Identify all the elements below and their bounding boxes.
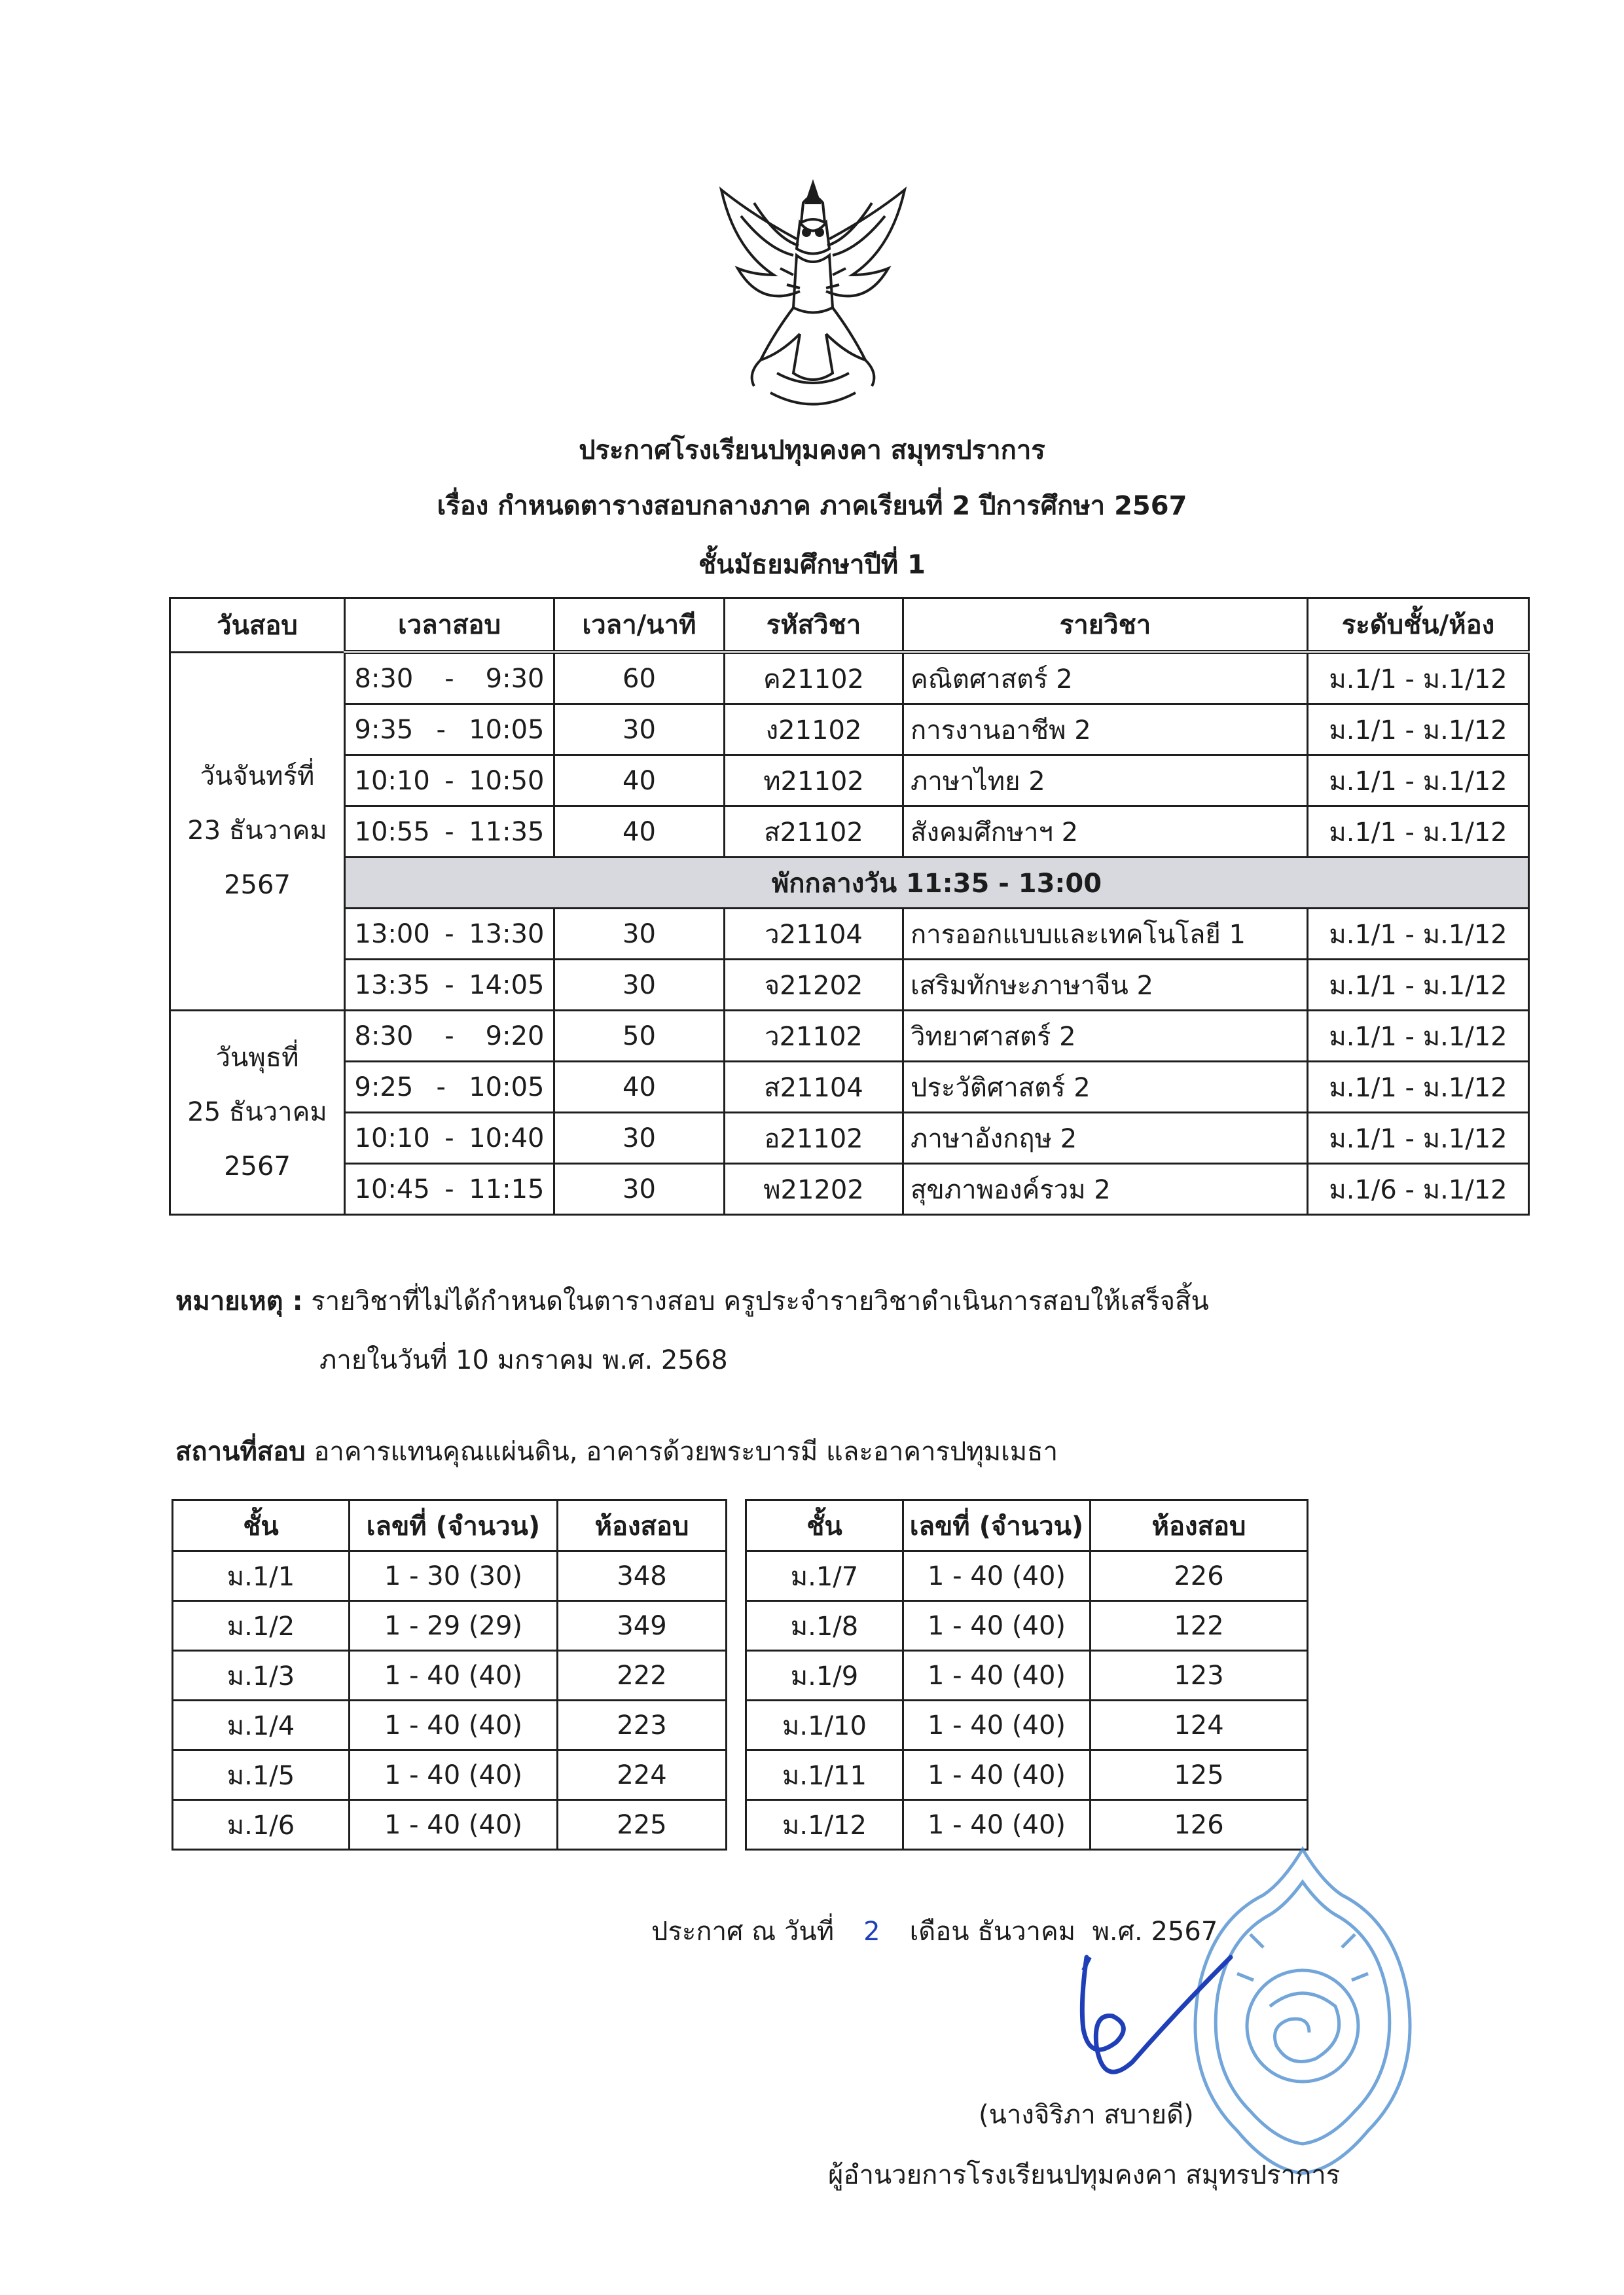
room-table-right (745, 1499, 1308, 1851)
table-row (170, 1113, 1529, 1164)
col-header-exam-date: วันสอบ (170, 598, 345, 653)
minutes-cell: 40 (554, 806, 725, 858)
table-row (170, 1062, 1529, 1113)
class-cell: ม.1/11 (746, 1750, 903, 1800)
room-cell: 125 (1091, 1750, 1308, 1800)
time-cell: 13:00 - 13:30 (345, 909, 554, 960)
numbers-cell: 1 - 40 (40) (350, 1651, 558, 1701)
numbers-cell: 1 - 40 (40) (903, 1651, 1091, 1701)
minutes-cell: 30 (554, 909, 725, 960)
class-cell: ม.1/7 (746, 1551, 903, 1601)
numbers-cell: 1 - 40 (40) (350, 1750, 558, 1800)
room-cell: 224 (558, 1750, 727, 1800)
time-cell: 9:35 - 10:05 (345, 704, 554, 755)
table-row (746, 1701, 1308, 1750)
table-row (170, 806, 1529, 858)
table-row (170, 960, 1529, 1011)
col-header-class: ชั้น (173, 1500, 350, 1551)
col-header-room: ห้องสอบ (1091, 1500, 1308, 1551)
room-table-header (746, 1500, 1308, 1551)
code-cell: ว21102 (725, 1011, 903, 1062)
class-cell: ม.1/9 (746, 1651, 903, 1701)
numbers-cell: 1 - 40 (40) (350, 1701, 558, 1750)
table-row (170, 1011, 1529, 1062)
col-header-subject-code: รหัสวิชา (725, 598, 903, 653)
class-cell: ม.1/4 (173, 1701, 350, 1750)
numbers-cell: 1 - 40 (40) (903, 1750, 1091, 1800)
minutes-cell: 30 (554, 704, 725, 755)
subject-cell: การงานอาชีพ 2 (903, 704, 1308, 755)
lunch-break-row (170, 858, 1529, 909)
code-cell: จ21202 (725, 960, 903, 1011)
code-cell: ส21102 (725, 806, 903, 858)
table-row (173, 1750, 727, 1800)
time-cell: 10:55 - 11:35 (345, 806, 554, 858)
table-row (173, 1651, 727, 1701)
class-cell: ม.1/3 (173, 1651, 350, 1701)
table-row (170, 909, 1529, 960)
signature-icon (1054, 1931, 1250, 2101)
venue-line (175, 1430, 1058, 1472)
day-year: 2567 (224, 1151, 291, 1182)
room-cell: 123 (1091, 1651, 1308, 1701)
announce-prefix: ประกาศ ณ วันที่ (651, 1917, 835, 1947)
code-cell: ท21102 (725, 755, 903, 806)
note-text: รายวิชาที่ไม่ได้กำหนดในตารางสอบ ครูประจำรายวิชาดำเนินการสอบให้เสร็จสิ้น (311, 1286, 1209, 1316)
class-cell: ม.1/10 (746, 1701, 903, 1750)
class-cell: ม.1/2 (173, 1601, 350, 1651)
lunch-break-cell: พักกลางวัน 11:35 - 13:00 (345, 858, 1529, 909)
room-cell: 226 (1091, 1551, 1308, 1601)
table-header-row (170, 598, 1529, 653)
note-line-1 (175, 1280, 1209, 1322)
grade-level-heading: ชั้นมัธยมศึกษาปีที่ 1 (698, 550, 926, 580)
table-row (173, 1551, 727, 1601)
signatory-position: ผู้อำนวยการโรงเรียนปทุมคงคา สมุทรปราการ (828, 2160, 1341, 2190)
numbers-cell: 1 - 40 (40) (350, 1800, 558, 1850)
table-row (746, 1651, 1308, 1701)
day-date: 25 ธันวาคม (187, 1097, 327, 1127)
time-cell: 8:30 - 9:20 (345, 1011, 554, 1062)
minutes-cell: 30 (554, 960, 725, 1011)
subject-cell: สุขภาพองค์รวม 2 (903, 1164, 1308, 1215)
table-row (170, 755, 1529, 806)
minutes-cell: 30 (554, 1113, 725, 1164)
table-row (173, 1601, 727, 1651)
minutes-cell: 50 (554, 1011, 725, 1062)
col-header-class: ชั้น (746, 1500, 903, 1551)
note-label: หมายเหตุ : (175, 1286, 303, 1316)
class-cell: ม.1/6 (173, 1800, 350, 1850)
code-cell: ส21104 (725, 1062, 903, 1113)
venue-label: สถานที่สอบ (175, 1437, 306, 1467)
level-cell: ม.1/1 - ม.1/12 (1308, 652, 1529, 704)
table-row (170, 652, 1529, 704)
day-year: 2567 (224, 870, 291, 901)
exam-day-monday (170, 652, 345, 1011)
table-row (746, 1750, 1308, 1800)
table-row (170, 1164, 1529, 1215)
numbers-cell: 1 - 30 (30) (350, 1551, 558, 1601)
minutes-cell: 30 (554, 1164, 725, 1215)
venue-text: อาคารแทนคุณแผ่นดิน, อาคารด้วยพระบารมี และอาคารปทุมเมธา (314, 1437, 1058, 1467)
level-cell: ม.1/1 - ม.1/12 (1308, 960, 1529, 1011)
level-cell: ม.1/1 - ม.1/12 (1308, 806, 1529, 858)
table-row (173, 1701, 727, 1750)
room-cell: 124 (1091, 1701, 1308, 1750)
code-cell: ว21104 (725, 909, 903, 960)
level-cell: ม.1/1 - ม.1/12 (1308, 1113, 1529, 1164)
table-row (746, 1601, 1308, 1651)
exam-schedule-table (169, 597, 1530, 1216)
table-row (170, 704, 1529, 755)
col-header-minutes: เวลา/นาที (554, 598, 725, 653)
announcement-title: ประกาศโรงเรียนปทุมคงคา สมุทรปราการ (579, 435, 1045, 465)
announcement-subject: เรื่อง กำหนดตารางสอบกลางภาค ภาคเรียนที่ 2 ปีการศึกษา 2567 (437, 491, 1187, 521)
minutes-cell: 40 (554, 1062, 725, 1113)
level-cell: ม.1/1 - ม.1/12 (1308, 909, 1529, 960)
class-cell: ม.1/8 (746, 1601, 903, 1651)
subject-cell: คณิตศาสตร์ 2 (903, 652, 1308, 704)
level-cell: ม.1/6 - ม.1/12 (1308, 1164, 1529, 1215)
numbers-cell: 1 - 40 (40) (903, 1701, 1091, 1750)
subject-cell: ภาษาไทย 2 (903, 755, 1308, 806)
announce-year-label: พ.ศ. (1092, 1917, 1143, 1947)
col-header-numbers: เลขที่ (จำนวน) (350, 1500, 558, 1551)
code-cell: อ21102 (725, 1113, 903, 1164)
level-cell: ม.1/1 - ม.1/12 (1308, 704, 1529, 755)
time-cell: 9:25 - 10:05 (345, 1062, 554, 1113)
subject-cell: วิทยาศาสตร์ 2 (903, 1011, 1308, 1062)
col-header-subject: รายวิชา (903, 598, 1308, 653)
room-cell: 348 (558, 1551, 727, 1601)
garuda-emblem-icon (715, 177, 911, 419)
numbers-cell: 1 - 40 (40) (903, 1601, 1091, 1651)
col-header-room: ห้องสอบ (558, 1500, 727, 1551)
subject-cell: สังคมศึกษาฯ 2 (903, 806, 1308, 858)
day-date: 23 ธันวาคม (187, 816, 327, 846)
subject-cell: เสริมทักษะภาษาจีน 2 (903, 960, 1308, 1011)
room-cell: 223 (558, 1701, 727, 1750)
announce-month-label: เดือน (909, 1917, 969, 1947)
subject-cell: ประวัติศาสตร์ 2 (903, 1062, 1308, 1113)
numbers-cell: 1 - 29 (29) (350, 1601, 558, 1651)
day-label: วันพุธที่ (215, 1043, 299, 1073)
code-cell: พ21202 (725, 1164, 903, 1215)
level-cell: ม.1/1 - ม.1/12 (1308, 1062, 1529, 1113)
room-table-header (173, 1500, 727, 1551)
time-cell: 10:45 - 11:15 (345, 1164, 554, 1215)
room-cell: 225 (558, 1800, 727, 1850)
time-cell: 8:30 - 9:30 (345, 652, 554, 704)
announce-day: 2 (863, 1917, 880, 1947)
room-cell: 122 (1091, 1601, 1308, 1651)
minutes-cell: 40 (554, 755, 725, 806)
time-cell: 13:35 - 14:05 (345, 960, 554, 1011)
level-cell: ม.1/1 - ม.1/12 (1308, 755, 1529, 806)
table-row (173, 1800, 727, 1850)
class-cell: ม.1/5 (173, 1750, 350, 1800)
room-cell: 349 (558, 1601, 727, 1651)
col-header-numbers: เลขที่ (จำนวน) (903, 1500, 1091, 1551)
exam-day-wednesday (170, 1011, 345, 1215)
announce-year: 2567 (1151, 1917, 1218, 1947)
col-header-level: ระดับชั้น/ห้อง (1308, 598, 1529, 653)
day-label: วันจันทร์ที่ (200, 761, 315, 792)
room-cell: 222 (558, 1651, 727, 1701)
minutes-cell: 60 (554, 652, 725, 704)
announce-month: ธันวาคม (977, 1917, 1076, 1947)
note-line-2: ภายในวันที่ 10 มกราคม พ.ศ. 2568 (319, 1345, 728, 1375)
table-row (746, 1551, 1308, 1601)
subject-cell: ภาษาอังกฤษ 2 (903, 1113, 1308, 1164)
class-cell: ม.1/12 (746, 1800, 903, 1850)
room-table-left (171, 1499, 727, 1851)
code-cell: ค21102 (725, 652, 903, 704)
time-cell: 10:10 - 10:50 (345, 755, 554, 806)
subject-cell: การออกแบบและเทคโนโลยี 1 (903, 909, 1308, 960)
room-cell: 126 (1091, 1800, 1308, 1850)
level-cell: ม.1/1 - ม.1/12 (1308, 1011, 1529, 1062)
numbers-cell: 1 - 40 (40) (903, 1551, 1091, 1601)
time-cell: 10:10 - 10:40 (345, 1113, 554, 1164)
code-cell: ง21102 (725, 704, 903, 755)
col-header-exam-time: เวลาสอบ (345, 598, 554, 653)
signatory-name: (นางจิริภา สบายดี) (979, 2100, 1194, 2130)
numbers-cell: 1 - 40 (40) (903, 1800, 1091, 1850)
class-cell: ม.1/1 (173, 1551, 350, 1601)
